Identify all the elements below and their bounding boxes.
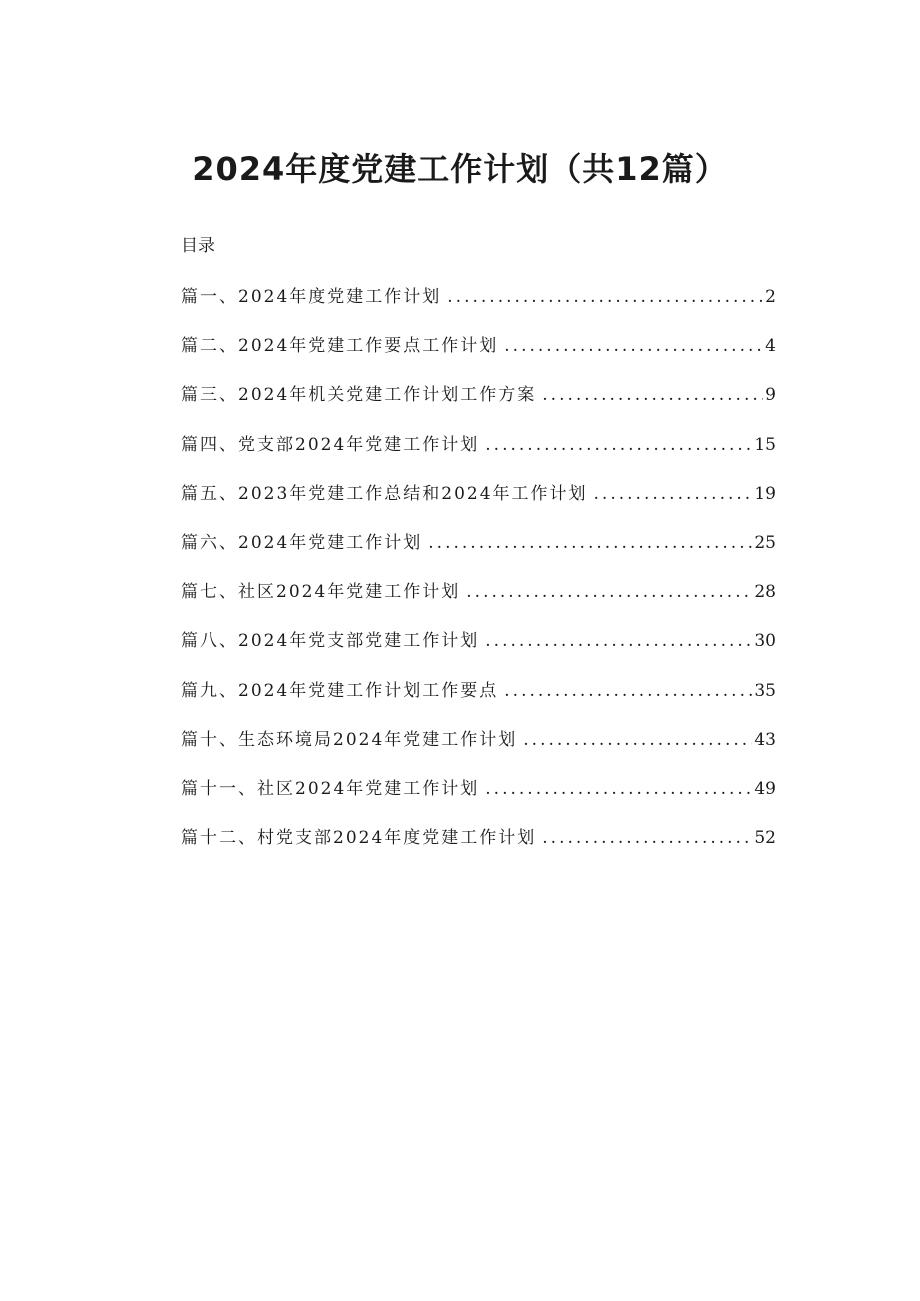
toc-entry-page: 43 bbox=[754, 729, 776, 750]
toc-entry-6[interactable] bbox=[181, 530, 776, 579]
toc-leader-dots bbox=[466, 579, 752, 605]
toc-entry-label: 篇二、2024年党建工作要点工作计划 bbox=[181, 336, 499, 357]
toc-entry-page: 2 bbox=[765, 287, 776, 307]
toc-entry-page: 25 bbox=[754, 532, 776, 553]
toc-entry-page: 4 bbox=[765, 336, 776, 357]
toc-entry-11[interactable] bbox=[181, 776, 776, 825]
toc-leader-dots bbox=[428, 530, 752, 556]
toc-entry-page: 30 bbox=[754, 631, 776, 652]
toc-leader-dots bbox=[485, 776, 752, 802]
toc-entry-12[interactable] bbox=[181, 825, 776, 874]
toc-entry-label: 篇九、2024年党建工作计划工作要点 bbox=[181, 680, 499, 701]
toc-entry-2[interactable] bbox=[181, 333, 776, 382]
toc-entry-page: 19 bbox=[754, 483, 776, 504]
toc-leader-dots bbox=[485, 628, 752, 654]
toc-entry-7[interactable] bbox=[181, 579, 776, 628]
toc-entry-page: 49 bbox=[754, 778, 776, 799]
toc-entry-5[interactable] bbox=[181, 481, 776, 530]
toc-leader-dots bbox=[542, 825, 752, 851]
toc-entry-label: 篇八、2024年党支部党建工作计划 bbox=[181, 631, 480, 652]
table-of-contents bbox=[181, 284, 776, 874]
toc-entry-label: 篇七、社区2024年党建工作计划 bbox=[181, 582, 461, 603]
toc-leader-dots bbox=[504, 333, 763, 359]
document-title: 2024年度党建工作计划（共12篇） bbox=[192, 150, 728, 188]
toc-entry-label: 篇六、2024年党建工作计划 bbox=[181, 532, 423, 553]
toc-entry-1[interactable] bbox=[181, 284, 776, 333]
toc-entry-label: 篇一、2024年度党建工作计划 bbox=[181, 287, 442, 307]
toc-leader-dots bbox=[504, 678, 752, 704]
toc-entry-9[interactable] bbox=[181, 678, 776, 727]
toc-entry-page: 52 bbox=[754, 828, 776, 849]
toc-leader-dots bbox=[523, 727, 752, 753]
toc-heading: 目录 bbox=[181, 236, 215, 256]
toc-entry-page: 35 bbox=[754, 680, 776, 701]
toc-entry-label: 篇十二、村党支部2024年度党建工作计划 bbox=[181, 828, 537, 849]
toc-leader-dots bbox=[594, 481, 753, 507]
toc-leader-dots bbox=[542, 382, 763, 408]
toc-entry-page: 9 bbox=[765, 385, 776, 406]
toc-leader-dots bbox=[485, 432, 752, 458]
toc-entry-8[interactable] bbox=[181, 628, 776, 677]
toc-leader-dots bbox=[447, 284, 763, 310]
toc-entry-10[interactable] bbox=[181, 727, 776, 776]
toc-entry-label: 篇五、2023年党建工作总结和2024年工作计划 bbox=[181, 483, 588, 504]
toc-entry-label: 篇十一、社区2024年党建工作计划 bbox=[181, 778, 480, 799]
toc-entry-page: 15 bbox=[754, 434, 776, 455]
toc-entry-page: 28 bbox=[754, 582, 776, 603]
toc-entry-3[interactable] bbox=[181, 382, 776, 431]
toc-entry-4[interactable] bbox=[181, 432, 776, 481]
toc-entry-label: 篇三、2024年机关党建工作计划工作方案 bbox=[181, 385, 537, 406]
toc-entry-label: 篇四、党支部2024年党建工作计划 bbox=[181, 434, 480, 455]
toc-entry-label: 篇十、生态环境局2024年党建工作计划 bbox=[181, 729, 518, 750]
